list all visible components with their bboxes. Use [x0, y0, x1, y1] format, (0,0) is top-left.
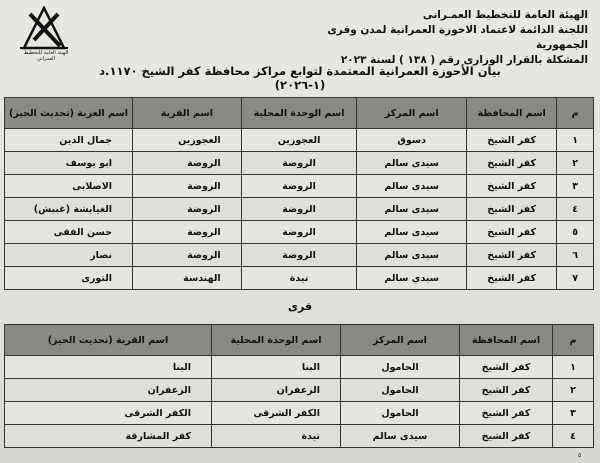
- cell-governorate: كفر الشيخ: [466, 198, 556, 221]
- cell-center: الحامول: [341, 379, 460, 402]
- cell-center: سيدى سالم: [357, 198, 467, 221]
- cell-index: ٥: [557, 221, 594, 244]
- table-row: [5, 379, 594, 402]
- table-row: [5, 198, 594, 221]
- cell-index: ١: [553, 356, 594, 379]
- cell-hamlet: جمال الدين: [5, 129, 133, 152]
- cell-center: دسوق: [357, 129, 467, 152]
- col-header-index: م: [557, 98, 594, 129]
- header-line-authority: الهيئة العامة للتخطيط العمـرانى: [422, 9, 588, 21]
- table-header-row: [5, 98, 594, 129]
- cell-governorate: كفر الشيخ: [466, 267, 556, 290]
- col-header-governorate: اسم المحافظة: [460, 325, 553, 356]
- cell-index: ٣: [553, 402, 594, 425]
- cell-local-unit: تيدة: [241, 267, 357, 290]
- cell-village: الروضة: [133, 152, 242, 175]
- col-header-index: م: [553, 325, 594, 356]
- cell-hamlet: الغيايشة (غبيش): [5, 198, 133, 221]
- cell-governorate: كفر الشيخ: [460, 425, 553, 448]
- table-row: [5, 356, 594, 379]
- cell-center: سيدى سالم: [357, 221, 467, 244]
- logo-caption: الهيئة العامة للتخطيط العمراني: [23, 50, 69, 62]
- col-header-hamlet: اسم العزبة (تحديث الحيز): [5, 98, 133, 129]
- cell-center: الحامول: [341, 356, 460, 379]
- document-title: بيان الأحوزة العمرانية المعتمدة لتوابع مراكز محافظة كفر الشيخ ١١٧٠.د (١-٢٠٢٦): [99, 64, 501, 92]
- issuer-header: [288, 8, 588, 68]
- cell-hamlet: نصار: [5, 244, 133, 267]
- cell-index: ٣: [557, 175, 594, 198]
- cell-governorate: كفر الشيخ: [466, 221, 556, 244]
- cell-center: سيدى سالم: [341, 425, 460, 448]
- cell-governorate: كفر الشيخ: [460, 356, 553, 379]
- cell-center: سيدي سالم: [357, 267, 467, 290]
- cell-index: ٢: [553, 379, 594, 402]
- gopp-logo-icon: [16, 6, 72, 62]
- cell-index: ٦: [557, 244, 594, 267]
- cell-village: الروضة: [133, 221, 242, 244]
- cell-local-unit: تيدة: [212, 425, 341, 448]
- col-header-local-unit: اسم الوحدة المحلية: [212, 325, 341, 356]
- header-line-committee: اللجنة الدائمة لاعتماد الاحوزة العمرانية لمدن وقرى الجمهورية: [327, 24, 588, 51]
- cell-local-unit: العجوزين: [241, 129, 357, 152]
- cell-local-unit: الكفر الشرقى: [212, 402, 341, 425]
- page-mark: ٥: [578, 452, 582, 459]
- cell-local-unit: الروضة: [241, 152, 357, 175]
- table-row: [5, 175, 594, 198]
- cell-village: الزعفران: [5, 379, 212, 402]
- cell-village: الروضة: [133, 175, 242, 198]
- cell-local-unit: الروضة: [241, 175, 357, 198]
- cell-center: سيدى سالم: [357, 175, 467, 198]
- cell-local-unit: الروضة: [241, 198, 357, 221]
- cell-local-unit: البنا: [212, 356, 341, 379]
- cell-hamlet: حسن الفقى: [5, 221, 133, 244]
- cell-village: كفر المشارقة: [5, 425, 212, 448]
- cell-center: سيدى سالم: [357, 244, 467, 267]
- col-header-local-unit: اسم الوحدة المحلية: [241, 98, 357, 129]
- cell-hamlet: ابو يوسف: [5, 152, 133, 175]
- section-villages-label: قرى: [287, 300, 313, 313]
- table-row: [5, 152, 594, 175]
- cell-local-unit: الروضة: [241, 221, 357, 244]
- col-header-village: اسم القرية: [133, 98, 242, 129]
- cell-village: البنا: [5, 356, 212, 379]
- cell-village: العجوزين: [133, 129, 242, 152]
- table-row: [5, 425, 594, 448]
- header-line-decree: المشكلة بالقرار الوزارى رقم ( ١٣٨ ) لسنة ٢٠٢٣: [340, 54, 588, 66]
- table-row: [5, 402, 594, 425]
- cell-governorate: كفر الشيخ: [466, 129, 556, 152]
- cell-index: ٧: [557, 267, 594, 290]
- cell-center: الحامول: [341, 402, 460, 425]
- table-row: [5, 129, 594, 152]
- cell-governorate: كفر الشيخ: [466, 152, 556, 175]
- cell-governorate: كفر الشيخ: [460, 402, 553, 425]
- cell-local-unit: الروضة: [241, 244, 357, 267]
- col-header-governorate: اسم المحافظة: [466, 98, 556, 129]
- cell-village: الكفر الشرقى: [5, 402, 212, 425]
- villages-table: [4, 324, 594, 448]
- table-row: [5, 267, 594, 290]
- col-header-village: اسم القرية (تحديث الحيز): [5, 325, 212, 356]
- cell-village: الهندسة: [133, 267, 242, 290]
- cell-index: ٤: [553, 425, 594, 448]
- cell-village: الروضة: [133, 198, 242, 221]
- hamlets-table: [4, 97, 594, 290]
- cell-governorate: كفر الشيخ: [460, 379, 553, 402]
- col-header-center: اسم المركز: [357, 98, 467, 129]
- table-row: [5, 244, 594, 267]
- cell-center: سيدى سالم: [357, 152, 467, 175]
- cell-index: ١: [557, 129, 594, 152]
- table-row: [5, 221, 594, 244]
- cell-local-unit: الزعفران: [212, 379, 341, 402]
- col-header-center: اسم المركز: [341, 325, 460, 356]
- cell-index: ٤: [557, 198, 594, 221]
- cell-hamlet: الاصلابى: [5, 175, 133, 198]
- cell-governorate: كفر الشيخ: [466, 244, 556, 267]
- cell-village: الروضة: [133, 244, 242, 267]
- table-header-row: [5, 325, 594, 356]
- cell-index: ٢: [557, 152, 594, 175]
- cell-hamlet: التورى: [5, 267, 133, 290]
- cell-governorate: كفر الشيخ: [466, 175, 556, 198]
